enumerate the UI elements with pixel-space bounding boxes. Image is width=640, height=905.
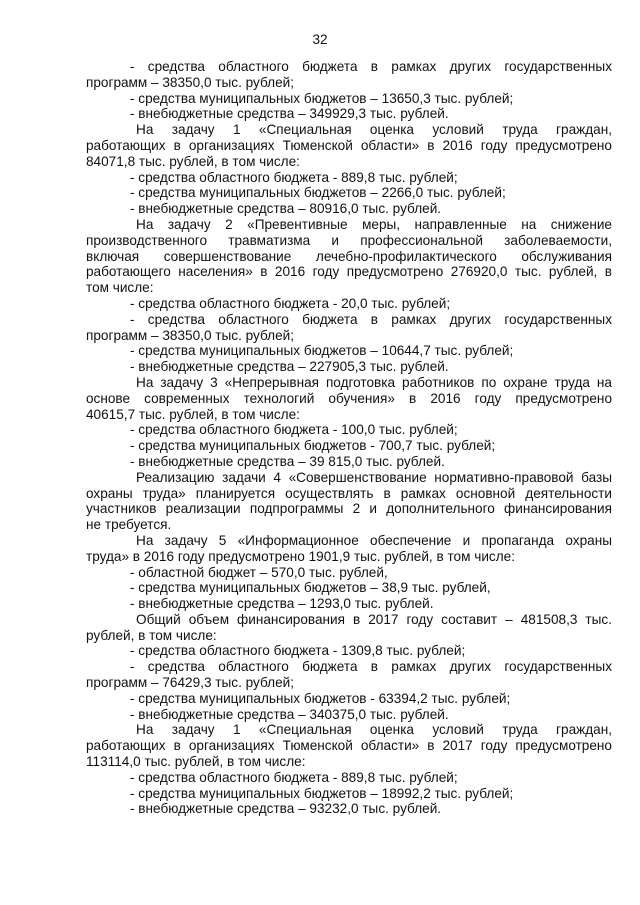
text-line: рублей, в том числе:	[86, 627, 217, 643]
text-line: программ – 38350,0 тыс. рублей;	[86, 74, 295, 90]
text-line: - средства муниципальных бюджетов – 10644,7 тыс. рублей;	[130, 343, 514, 359]
text-line: программ – 38350,0 тыс. рублей;	[86, 327, 295, 343]
text-line: охраны труда» планируется осуществлять в рамках основной деятельности	[86, 485, 612, 501]
text-line: - средства муниципальных бюджетов – 18992,2 тыс. рублей;	[130, 785, 514, 801]
text-line: - средства областного бюджета в рамках других государственных	[130, 59, 612, 74]
text-line: основе современных технологий обучения» в 2016 году предусмотрено	[86, 390, 612, 406]
text-line: - средства муниципальных бюджетов - 700,7 тыс. рублей;	[130, 438, 496, 454]
text-line: - средства областного бюджета в рамках других государственных	[130, 659, 612, 675]
text-line: На задачу 2 «Превентивные меры, направленные на снижение	[136, 216, 612, 232]
text-line: - средства муниципальных бюджетов – 13650,3 тыс. рублей;	[130, 90, 514, 106]
text-line: - внебюджетные средства – 1293,0 тыс. рублей.	[130, 596, 434, 612]
text-line: На задачу 3 «Непрерывная подготовка работников по охране труда на	[136, 374, 612, 390]
text-line: работающих в организациях Тюменской области» в 2016 году предусмотрено	[86, 137, 612, 153]
text-line: На задачу 5 «Информационное обеспечение и пропаганда охраны	[136, 532, 612, 548]
text-line: включая совершенствование лечебно-профилактического обслуживания	[86, 248, 612, 264]
text-line: производственного травматизма и профессиональной заболеваемости,	[86, 232, 612, 248]
text-line: - внебюджетные средства – 227905,3 тыс. рублей.	[130, 359, 449, 375]
text-line: - областной бюджет – 570,0 тыс. рублей,	[130, 564, 388, 580]
text-line: На задачу 1 «Специальная оценка условий труда граждан,	[136, 122, 612, 138]
text-line: - средства областного бюджета - 100,0 тыс. рублей;	[130, 422, 458, 438]
text-line: На задачу 1 «Специальная оценка условий труда граждан,	[136, 722, 612, 738]
text-line: - внебюджетные средства – 340375,0 тыс. рублей.	[130, 706, 449, 722]
text-line: работающего населения» в 2016 году предусмотрено 276920,0 тыс. рублей, в	[86, 264, 612, 280]
text-line: работающих в организациях Тюменской области» в 2017 году предусмотрено	[86, 738, 612, 754]
text-line: 113114,0 тыс. рублей, в том числе:	[86, 754, 306, 770]
text-line: не требуется.	[86, 517, 172, 533]
body-text	[86, 59, 612, 817]
text-line: 40615,7 тыс. рублей, в том числе:	[86, 406, 300, 422]
page-number: 32	[312, 32, 328, 47]
text-line: - средства областного бюджета - 889,8 тыс. рублей;	[130, 169, 458, 185]
text-line: участников реализации подпрограммы 2 и дополнительного финансирования	[86, 501, 612, 517]
text-line: - средства муниципальных бюджетов – 2266,0 тыс. рублей;	[130, 185, 506, 201]
text-line: том числе:	[86, 280, 154, 296]
text-line: - средства областного бюджета в рамках других государственных	[130, 311, 612, 327]
text-line: - внебюджетные средства – 39 815,0 тыс. рублей.	[130, 453, 445, 469]
text-line: 84071,8 тыс. рублей, в том числе:	[86, 153, 300, 169]
text-line: программ – 76429,3 тыс. рублей;	[86, 675, 295, 691]
text-line: - средства муниципальных бюджетов – 38,9 тыс. рублей,	[130, 580, 491, 596]
text-line: - средства муниципальных бюджетов - 63394,2 тыс. рублей;	[130, 690, 511, 706]
text-line: Общий объем финансирования в 2017 году составит – 481508,3 тыс.	[136, 611, 612, 627]
text-line: - внебюджетные средства – 80916,0 тыс. рублей.	[130, 201, 442, 217]
text-line: - средства областного бюджета - 889,8 тыс. рублей;	[130, 769, 458, 785]
text-line: труда» в 2016 году предусмотрено 1901,9 тыс. рублей, в том числе:	[86, 548, 515, 564]
text-line: Реализацию задачи 4 «Совершенствование нормативно-правовой базы	[136, 469, 612, 485]
text-line: - внебюджетные средства – 349929,3 тыс. рублей.	[130, 106, 449, 122]
text-line: - средства областного бюджета - 1309,8 тыс. рублей;	[130, 643, 466, 659]
text-line: - средства областного бюджета - 20,0 тыс. рублей;	[130, 295, 451, 311]
text-line: - внебюджетные средства – 93232,0 тыс. рублей.	[130, 801, 442, 817]
